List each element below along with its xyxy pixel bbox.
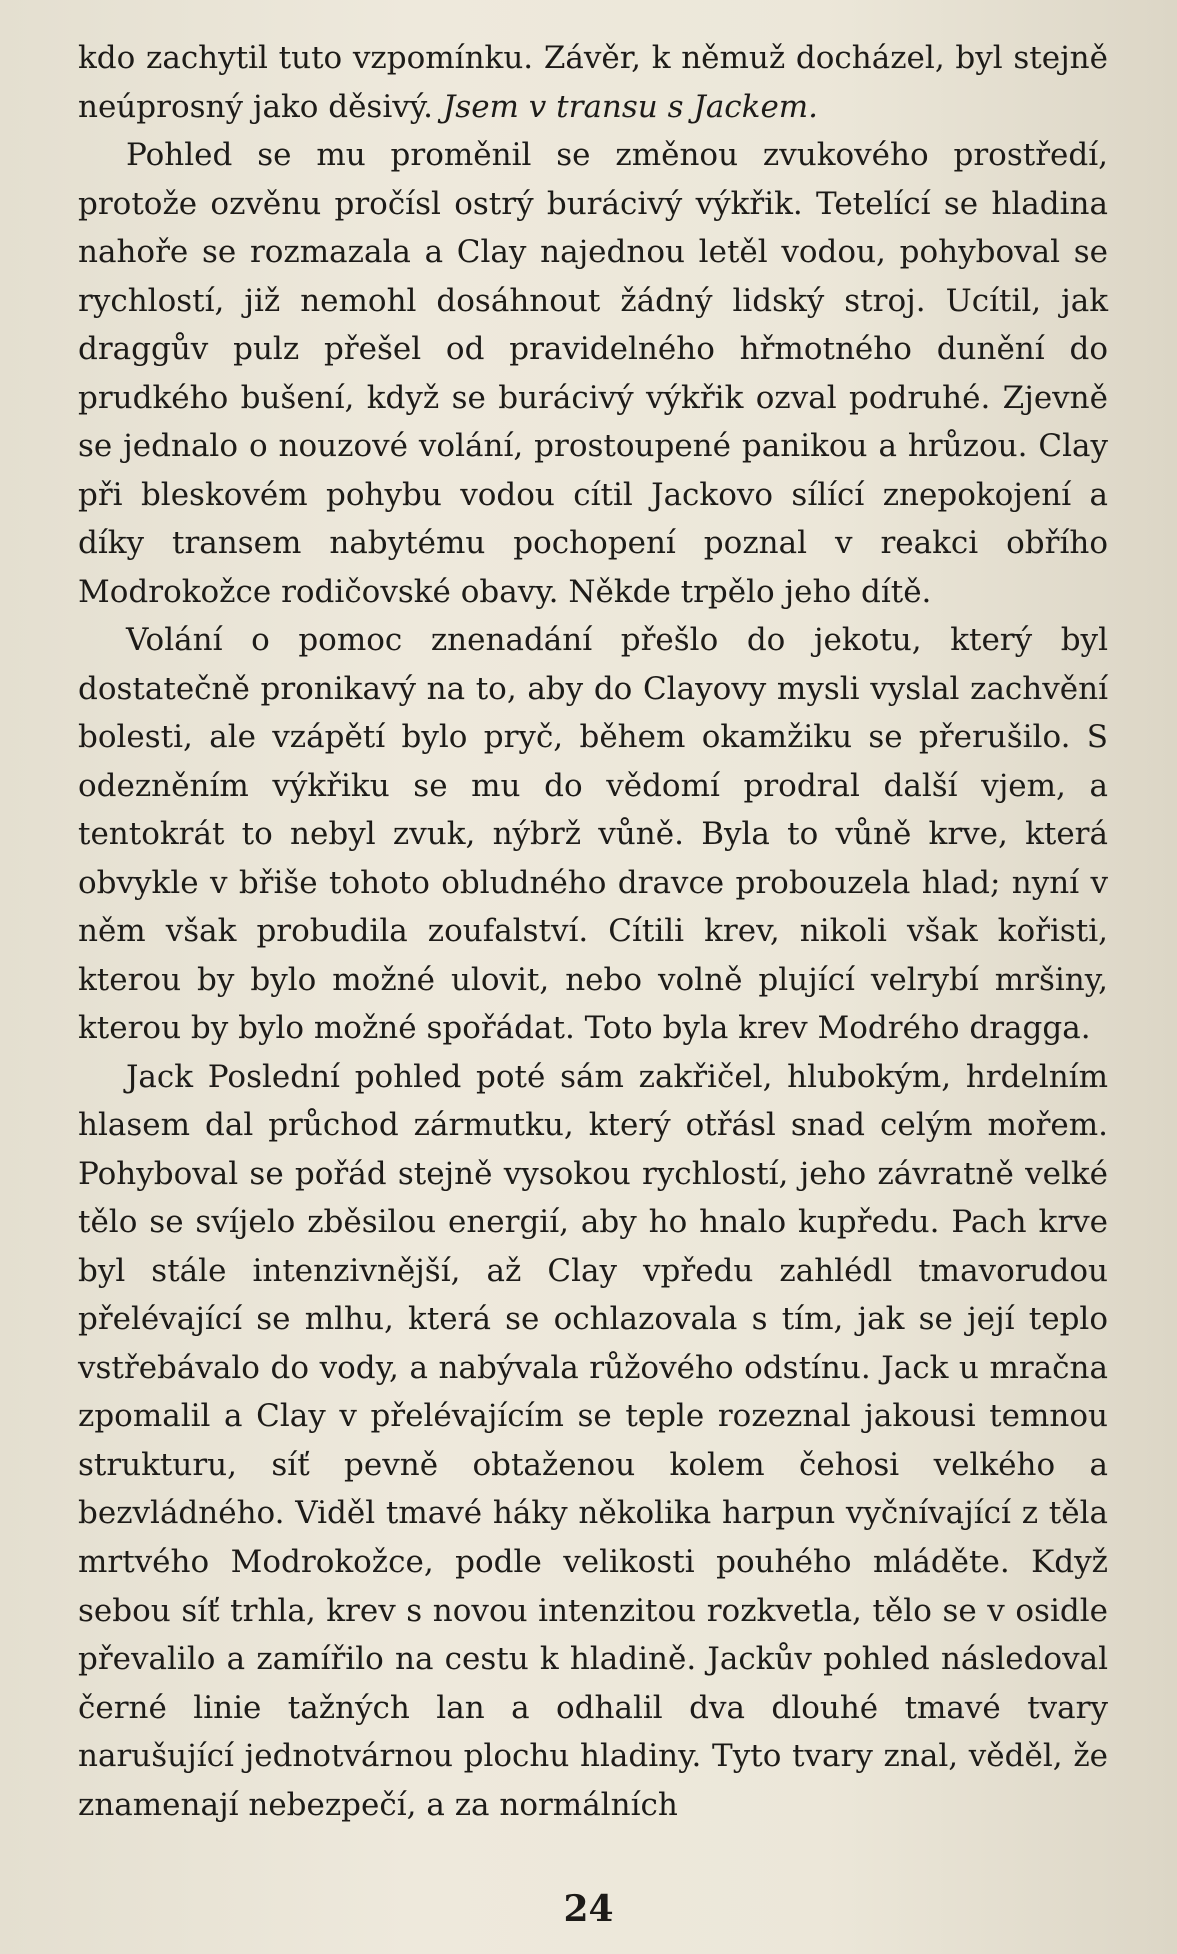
paragraph-2: Pohled se mu proměnil se změnou zvukového prostředí, protože ozvěnu pročísl ostrý burácivý výkřik. Tetelící se hladina nahoře se rozmazala a Clay najednou letěl vodou, pohyboval se rychlostí, již nemohl dosáhnout žádný lidský stroj. Ucítil, jak draggův pulz přešel od pravidelného hřmotného dunění do prudkého bušení, když se burácivý výkřik ozval podruhé. Zjevně se jednalo o nouzové volání, prostoupené panikou a hrůzou. Clay při bleskovém pohybu vodou cítil Jackovo sílící znepokojení a díky transem nabytému pochopení poznal v reakci obřího Modrokožce rodičovské obavy. Někde trpělo jeho dítě. xyxy=(78,137,1108,610)
paragraph-1-text: kdo zachytil tuto vzpomínku. Závěr, k němuž docházel, byl stejně neúprosný jako děsivý. xyxy=(78,40,1108,125)
paragraph-4: Jack Poslední pohled poté sám zakřičel, hlubokým, hrdelním hlasem dal průchod zármutku, který otřásl snad celým mořem. Pohyboval se pořád stejně vysokou rychlostí, jeho závratně velké tělo se svíjelo zběsilou energií, aby ho hnalo kupředu. Pach krve byl stále intenzivnější, až Clay vpředu zahlédl tmavorudou přelévající se mlhu, která se ochlazovala s tím, jak se její teplo vstřebávalo do vody, a nabývala růžového odstínu. Jack u mračna zpomalil a Clay v přelévajícím se teple rozeznal jakousi temnou strukturu, síť pevně obtaženou kolem čehosi velkého a bezvládného. Viděl tmavé háky několika harpun vyčnívající z těla mrtvého Modrokožce, podle velikosti pouhého mláděte. Když sebou síť trhla, krev s novou intenzitou rozkvetla, tělo se v osidle převalilo a zamířilo na cestu k hladině. Jackův pohled následoval černé linie tažných lan a odhalil dva dlouhé tmavé tvary narušující jednotvárnou plochu hladiny. Tyto tvary znal, věděl, že znamenají nebezpečí, a za normálních xyxy=(78,1058,1108,1823)
paragraph-3: Volání o pomoc znenadání přešlo do jekotu, který byl dostatečně pronikavý na to, aby do Clayovy mysli vyslal zachvění bolesti, ale vzápětí bylo pryč, během okamžiku se přerušilo. S odezněním výkřiku se mu do vědomí prodral další vjem, a tentokrát to nebyl zvuk, nýbrž vůně. Byla to vůně krve, která obvykle v břiše tohoto obludného dravce probouzela hlad; nyní v něm však probudila zoufalství. Cítili krev, nikoli však kořisti, kterou by bylo možné ulovit, nebo volně plující velrybí mršiny, kterou by bylo možné spořádat. Toto byla krev Modrého dragga. xyxy=(78,622,1108,1047)
paragraph-1 xyxy=(78,34,1108,131)
paragraph-1-italic: Jsem v transu s Jackem. xyxy=(442,88,819,125)
page-number: 24 xyxy=(563,1888,614,1930)
body-text xyxy=(78,34,1108,1829)
